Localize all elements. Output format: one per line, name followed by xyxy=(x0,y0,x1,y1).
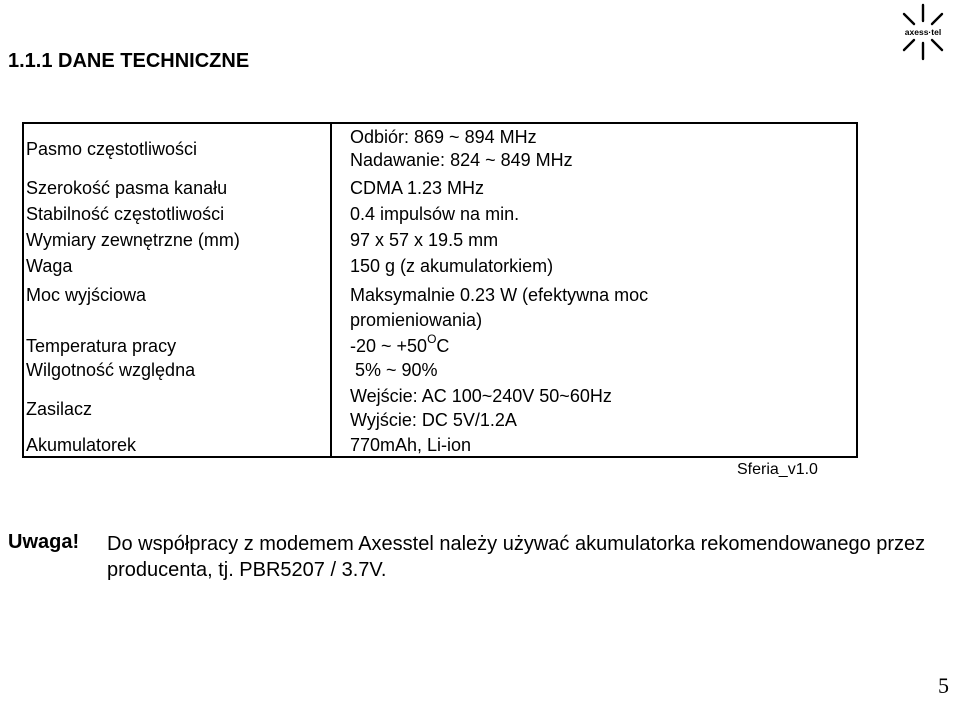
table-divider xyxy=(330,124,332,456)
degree-mark: O xyxy=(427,332,437,346)
spec-label: Stabilność częstotliwości xyxy=(26,204,225,224)
note-text: Do współpracy z modemem Axesstel należy używać akumulatorka rekomendowanego przez producenta, tj. PBR5207 / 3.7V. xyxy=(107,533,926,581)
spec-value: Odbiór: 869 ~ 894 MHz xyxy=(350,127,537,147)
spec-value-temperature xyxy=(350,332,450,357)
note-label: Uwaga! xyxy=(8,531,80,553)
spec-value: Wejście: AC 100~240V 50~60Hz xyxy=(350,386,612,406)
spec-value: 0.4 impulsów na min. xyxy=(350,204,520,224)
spec-value: 97 x 57 x 19.5 mm xyxy=(350,230,499,250)
spec-label: Temperatura pracy xyxy=(26,336,177,356)
spec-value: CDMA 1.23 MHz xyxy=(350,178,485,198)
spec-table xyxy=(22,122,858,458)
spec-value: 150 g (z akumulatorkiem) xyxy=(350,256,554,276)
spec-label: Pasmo częstotliwości xyxy=(26,139,198,159)
spec-label: Waga xyxy=(26,256,73,276)
version-label: Sferia_v1.0 xyxy=(737,461,818,478)
logo-wordmark: axess·tel xyxy=(904,27,942,37)
axesstel-logo xyxy=(893,2,953,62)
axesstel-logo-icon xyxy=(893,2,953,62)
spec-value: Wyjście: DC 5V/1.2A xyxy=(350,410,517,430)
temperature-range: -20 ~ +50 xyxy=(350,336,428,356)
spec-value: Maksymalnie 0.23 W (efektywna moc xyxy=(350,285,649,305)
spec-value: 5% ~ 90% xyxy=(355,360,438,380)
spec-label: Szerokość pasma kanału xyxy=(26,178,228,198)
temperature-unit: C xyxy=(436,336,450,356)
spec-value: promieniowania) xyxy=(350,310,483,330)
spec-label: Wymiary zewnętrzne (mm) xyxy=(26,230,240,250)
spec-label: Akumulatorek xyxy=(26,435,137,455)
spec-value: 770mAh, Li-ion xyxy=(350,435,472,455)
section-heading: 1.1.1 DANE TECHNICZNE xyxy=(8,50,250,72)
spec-label: Zasilacz xyxy=(26,399,93,419)
spec-label: Moc wyjściowa xyxy=(26,285,147,305)
page-number: 5 xyxy=(938,673,949,698)
spec-value: Nadawanie: 824 ~ 849 MHz xyxy=(350,150,573,170)
spec-label: Wilgotność względna xyxy=(26,360,196,380)
